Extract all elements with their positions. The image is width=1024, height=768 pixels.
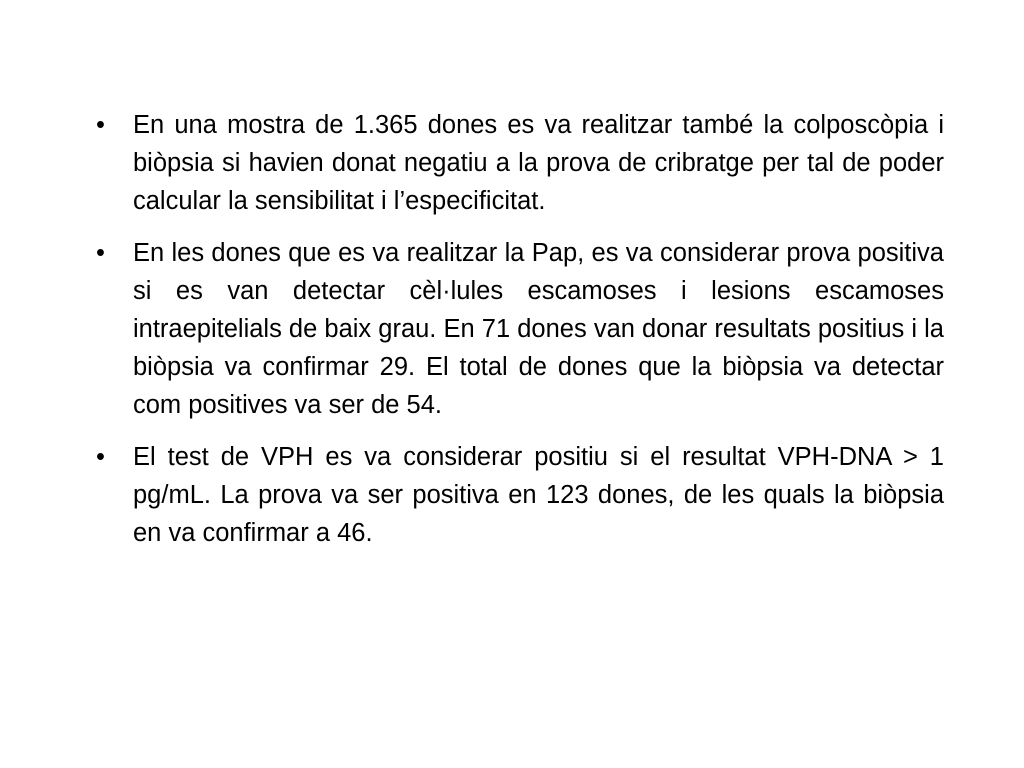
bullet-item-vph bbox=[96, 438, 944, 552]
bullet-text-vph: El test de VPH es va considerar positiu si el resultat VPH-DNA > 1 pg/mL. La prova va ser positiva en 123 dones, de les quals la biòpsia en va confirmar a 46. bbox=[133, 443, 944, 547]
bullet-point-icon: • bbox=[96, 239, 105, 267]
bullet-text-pap: En les dones que es va realitzar la Pap, es va considerar prova positiva si es van detectar cèl·lules escamoses i lesions escamoses intraepitelials de baix grau. En 71 dones van donar resultats positius i la biòpsia va confirmar 29. El total de dones que la biòpsia va detectar com positives va ser de 54. bbox=[133, 239, 944, 419]
bullet-list bbox=[96, 106, 944, 566]
bullet-item-pap bbox=[96, 234, 944, 424]
bullet-item-sample bbox=[96, 106, 944, 220]
bullet-point-icon: • bbox=[96, 443, 105, 471]
bullet-point-icon: • bbox=[96, 111, 105, 139]
bullet-text-sample: En una mostra de 1.365 dones es va realitzar també la colposcòpia i biòpsia si havien donat negatiu a la prova de cribratge per tal de poder calcular la sensibilitat i l’especificitat. bbox=[133, 111, 944, 215]
